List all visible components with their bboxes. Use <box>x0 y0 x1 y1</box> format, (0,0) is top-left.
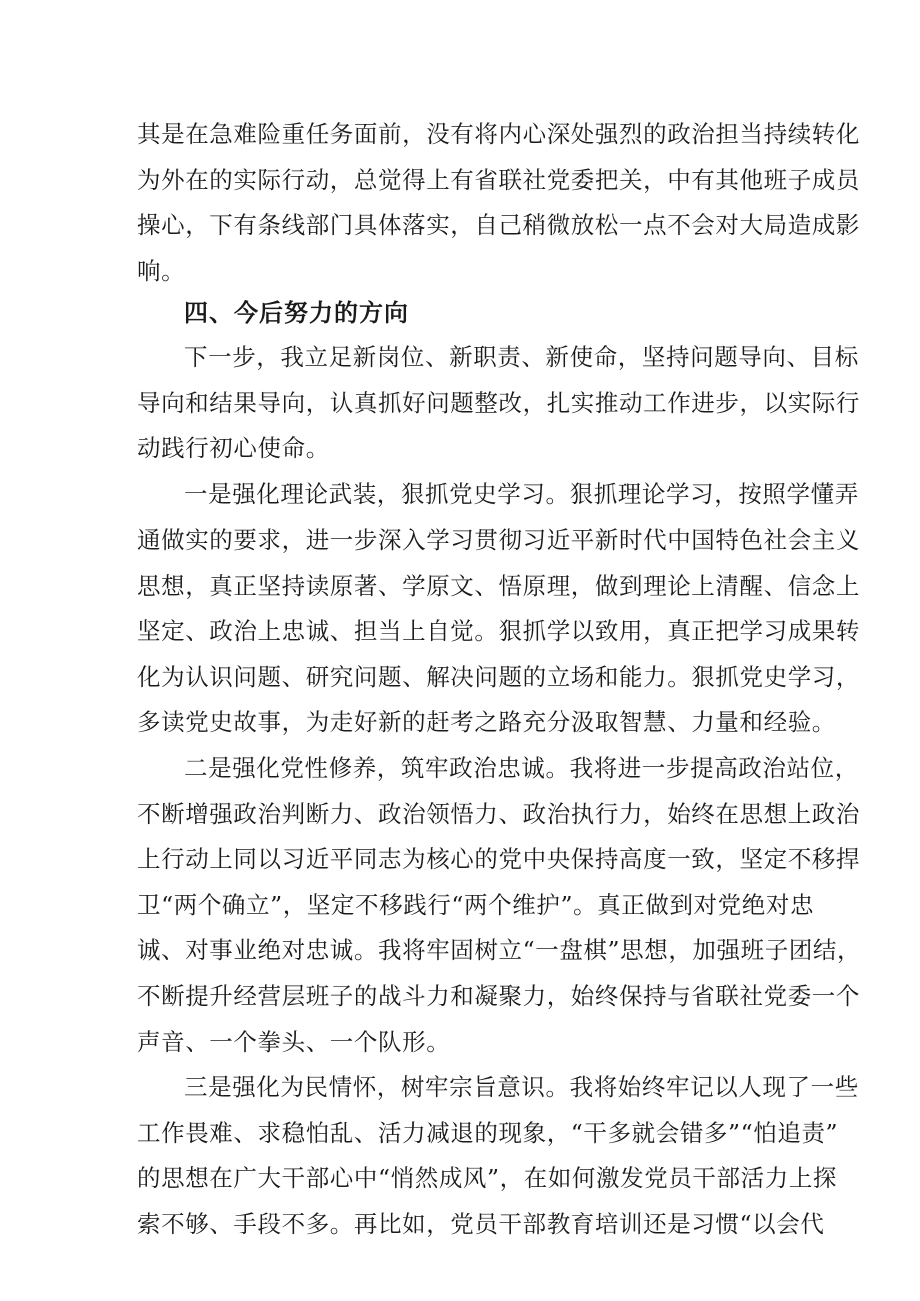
paragraph-line: 卫“两个确立”，坚定不移践行“两个维护”。真正做到对党绝对忠 <box>137 891 815 919</box>
paragraph-line: 不断提升经营层班子的战斗力和凝聚力，始终保持与省联社党委一个 <box>137 982 860 1010</box>
paragraph-line: 三是强化为民情怀，树牢宗旨意识。我将始终牢记以人现了一些 <box>184 1073 859 1101</box>
section-heading: 四、今后努力的方向 <box>184 299 409 327</box>
paragraph-line: 上行动上同以习近平同志为核心的党中央保持高度一致，坚定不移捍 <box>137 845 860 873</box>
paragraph-line: 为外在的实际行动，总觉得上有省联社党委把关，中有其他班子成员 <box>137 166 860 194</box>
paragraph-line: 下一步，我立足新岗位、新职责、新使命，坚持问题导向、目标 <box>184 343 859 371</box>
paragraph-line: 不断增强政治判断力、政治领悟力、政治执行力，始终在思想上政治 <box>137 800 860 828</box>
paragraph-line: 的思想在广大干部心中“悄然成风”，在如何激发党员干部活力上探 <box>137 1164 838 1192</box>
paragraph-line: 动践行初心使命。 <box>137 434 330 462</box>
paragraph-line: 响。 <box>137 257 186 285</box>
paragraph-line: 二是强化党性修养，筑牢政治忠诚。我将进一步提高政治站位， <box>184 754 859 782</box>
paragraph-line: 导向和结果导向，认真抓好问题整改，扎实推动工作进步，以实际行 <box>137 389 860 417</box>
paragraph-line: 工作畏难、求稳怕乱、活力减退的现象，“干多就会错多”“怕追责” <box>137 1119 839 1147</box>
paragraph-line: 诚、对事业绝对忠诚。我将牢固树立“一盘棋”思想，加强班子团结， <box>137 936 862 964</box>
paragraph-line: 索不够、手段不多。再比如，党员干部教育培训还是习惯“以会代 <box>137 1210 825 1238</box>
paragraph-line: 其是在急难险重任务面前，没有将内心深处强烈的政治担当持续转化 <box>137 120 860 148</box>
paragraph-line: 通做实的要求，进一步深入学习贯彻习近平新时代中国特色社会主义 <box>137 526 860 554</box>
paragraph-line: 一是强化理论武装，狠抓党史学习。狠抓理论学习，按照学懂弄 <box>184 480 859 508</box>
paragraph-line: 操心，下有条线部门具体落实，自己稍微放松一点不会对大局造成影 <box>137 211 860 239</box>
paragraph-line: 坚定、政治上忠诚、担当上自觉。狠抓学以致用，真正把学习成果转 <box>137 617 860 645</box>
paragraph-line: 声音、一个拳头、一个队形。 <box>137 1028 451 1056</box>
paragraph-line: 化为认识问题、研究问题、解决问题的立场和能力。狠抓党史学习， <box>137 663 860 691</box>
paragraph-line: 多读党史故事，为走好新的赶考之路充分汲取智慧、力量和经验。 <box>137 708 836 736</box>
paragraph-line: 思想，真正坚持读原著、学原文、悟原理，做到理论上清醒、信念上 <box>137 572 860 600</box>
